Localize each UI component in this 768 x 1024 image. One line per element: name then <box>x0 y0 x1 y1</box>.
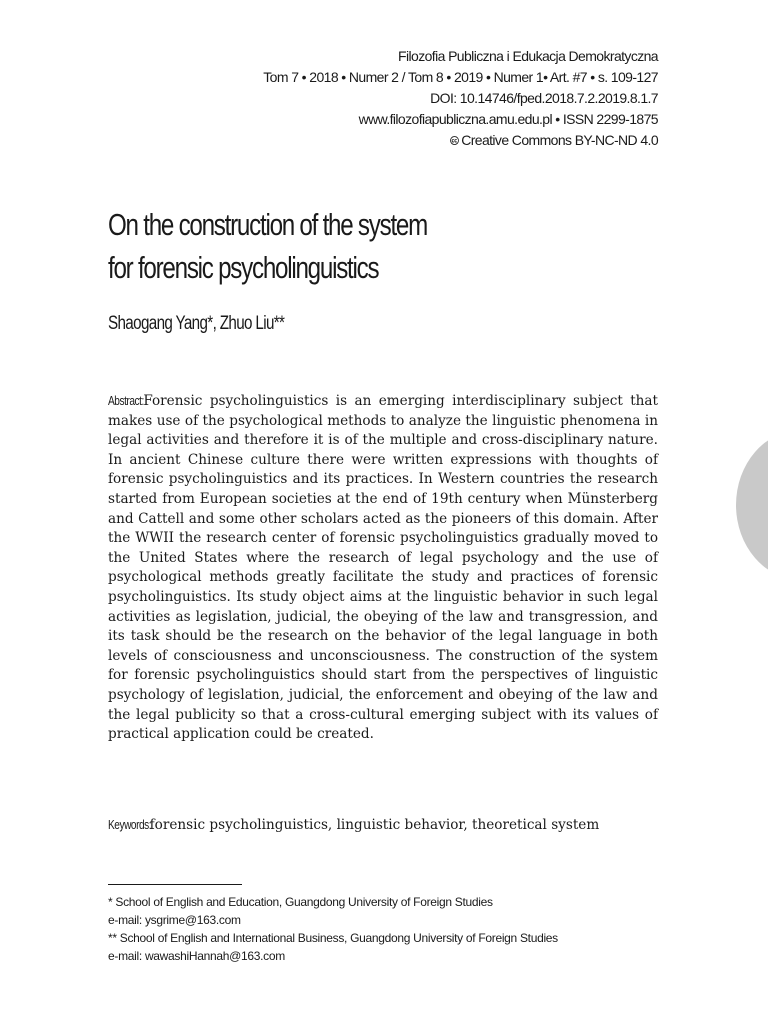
page-title <box>108 203 427 289</box>
website-issn: www.filozofiapubliczna.amu.edu.pl • ISSN 2299-1875 <box>358 111 658 127</box>
keywords-label: Keywords: <box>108 817 152 832</box>
issue-info: Tom 7 • 2018 • Numer 2 / Tom 8 • 2019 • Numer 1• Art. #7 • s. 109-127 <box>263 69 658 85</box>
journal-header <box>98 46 658 151</box>
doi: DOI: 10.14746/fped.2018.7.2.2019.8.1.7 <box>430 90 658 106</box>
journal-name: Filozofia Publiczna i Edukacja Demokratyczna <box>398 48 658 64</box>
keywords-text: forensic psycholinguistics, linguistic behavior, theoretical system <box>149 817 600 833</box>
abstract-text: Forensic psycholinguistics is an emerging interdisciplinary subject that makes use of the psychological methods to analyze the linguistic phenomena in legal activities and therefore it is of the multiple and cross-disciplinary nature. In ancient Chinese culture there were written expressions with thoughts of forensic psycholinguistics and its practices. In Western countries the research started from European societies at the end of 19th century when Münsterberg and Cattell and some other scholars acted as the pioneers of this domain. After the WWII the research center of forensic psycholinguistics gradually moved to the United States where the research of legal psychology and the use of psychological methods greatly facilitate the study and practices of forensic psycholinguistics. Its study object aims at the linguistic behavior in such legal activities as legislation, judicial, the obeying of the law and transgression, and its task should be the research on the behavior of the legal language in both levels of consciousness and unconsciousness. The construction of the system for forensic psycholinguistics should start from the perspectives of linguistic psychology of legislation, judicial, the enforcement and obeying of the law and the legal publicity so that a cross-cultural emerging subject with its values of practical application could be created. <box>108 393 658 743</box>
footnote-2: ** School of English and International Business, Guangdong University of Foreign Studies <box>108 931 558 945</box>
authors: Shaogang Yang*, Zhuo Liu** <box>108 313 285 334</box>
abstract <box>108 391 658 745</box>
keywords <box>108 815 658 836</box>
license-text: Creative Commons BY-NC-ND 4.0 <box>461 132 658 148</box>
license-line <box>98 130 658 151</box>
footnote-1: * School of English and Education, Guangdong University of Foreign Studies <box>108 895 493 909</box>
abstract-label: Abstract: <box>108 393 144 408</box>
footnote-2-email: e-mail: wawashiHannah@163.com <box>108 949 285 963</box>
title-line-2: for forensic psycholinguistics <box>108 250 379 285</box>
footnote-1-email: e-mail: ysgrime@163.com <box>108 913 241 927</box>
title-line-1: On the construction of the system <box>108 207 428 242</box>
page-edge-tab <box>736 430 768 580</box>
cc-icon: 🅭 <box>450 133 458 148</box>
footnotes <box>108 893 668 965</box>
footnote-divider <box>108 884 242 885</box>
